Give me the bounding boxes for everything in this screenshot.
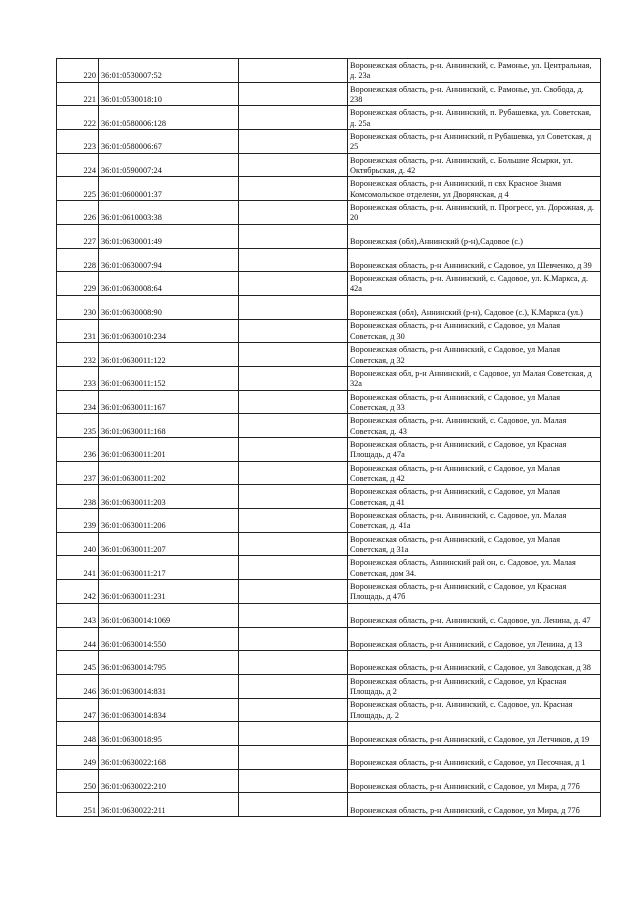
address-text: Воронежская область, р-н Аннинский, с Садовое, ул Красная Площадь, д 47а (350, 439, 567, 460)
table-row (57, 438, 601, 462)
address-cell (348, 295, 601, 319)
empty-cell (239, 651, 348, 675)
property-registry-table (56, 58, 601, 817)
empty-cell (239, 438, 348, 462)
empty-cell (239, 769, 348, 793)
address-text: Воронежская область, р-н. Аннинский, п. Прогресс, ул. Дорожная, д. 20 (350, 203, 594, 223)
cadastral-number: 36:01:0630008:90 (99, 295, 239, 319)
empty-cell (239, 130, 348, 154)
table-row (57, 509, 601, 533)
table-row (57, 319, 601, 343)
address-text: Воронежская область, р-н. Аннинский, с. Рамонье, ул. Центральная, д. 23а (350, 60, 592, 81)
empty-cell (239, 295, 348, 319)
cadastral-number: 36:01:0630022:210 (99, 769, 239, 793)
empty-cell (239, 390, 348, 414)
table-row (57, 59, 601, 83)
address-text: Воронежская область, р-н Аннинский, с Садовое, ул Красная Площадь, д 2 (350, 676, 567, 697)
address-cell (348, 366, 601, 390)
row-number: 225 (57, 177, 99, 201)
table-row (57, 651, 601, 675)
empty-cell (239, 532, 348, 556)
address-text: Воронежская область, р-н. Аннинский, с. Садовое, ул. К.Маркса, д. 42а (350, 274, 589, 294)
address-text: Воронежская область, р-н Аннинский, с Садовое, ул Летчиков, д 19 (350, 734, 590, 744)
cadastral-number: 36:01:0630014:795 (99, 651, 239, 675)
address-text: Воронежская область, р-н. Аннинский, с. Садовое, ул. Ленина, д. 47 (350, 616, 591, 626)
table-row (57, 485, 601, 509)
address-text: Воронежская область, р-н Аннинский, с Садовое, ул Малая Советская, д 33 (350, 392, 561, 412)
cadastral-number: 36:01:0630011:202 (99, 461, 239, 485)
address-text: Воронежская (обл), Аннинский (р-н), Садовое (с.), К.Маркса (ул.) (350, 308, 583, 318)
table-body (57, 59, 601, 817)
address-cell (348, 532, 601, 556)
cadastral-number: 36:01:0580006:67 (99, 130, 239, 154)
address-text: Воронежская область, р-н Аннинский, с Садовое, ул Малая Советская, д 31а (350, 534, 561, 555)
row-number: 242 (57, 580, 99, 604)
address-text: Воронежская область, р-н. Аннинский, с. Садовое, ул. Малая Советская, д. 43 (350, 416, 567, 436)
table-row (57, 153, 601, 177)
cadastral-number: 36:01:0630022:211 (99, 793, 239, 817)
empty-cell (239, 343, 348, 367)
table-row (57, 603, 601, 627)
address-text: Воронежская область, р-н Аннинский, с Садовое, ул Красная Площадь, д 47б (350, 582, 567, 602)
empty-cell (239, 248, 348, 272)
cadastral-number: 36:01:0630011:207 (99, 532, 239, 556)
table-row (57, 106, 601, 130)
row-number: 250 (57, 769, 99, 793)
address-cell (348, 793, 601, 817)
table-row (57, 698, 601, 722)
empty-cell (239, 627, 348, 651)
table-row (57, 414, 601, 438)
table-row (57, 793, 601, 817)
empty-cell (239, 722, 348, 746)
table-row (57, 556, 601, 580)
row-number: 222 (57, 106, 99, 130)
table-row (57, 674, 601, 698)
empty-cell (239, 59, 348, 83)
address-cell (348, 461, 601, 485)
empty-cell (239, 580, 348, 604)
table-row (57, 82, 601, 106)
empty-cell (239, 366, 348, 390)
address-cell (348, 745, 601, 769)
address-cell (348, 769, 601, 793)
row-number: 229 (57, 272, 99, 296)
row-number: 234 (57, 390, 99, 414)
row-number: 236 (57, 438, 99, 462)
empty-cell (239, 272, 348, 296)
address-text: Воронежская область, р-н Аннинский, п свх Красное Знамя Комсомольское отделени, ул Дворянская, д 4 (350, 179, 562, 199)
table-row (57, 745, 601, 769)
address-cell (348, 59, 601, 83)
row-number: 233 (57, 366, 99, 390)
row-number: 249 (57, 745, 99, 769)
address-text: Воронежская область, р-н. Аннинский, п. Рубашевка, ул. Советская, д. 25а (350, 108, 592, 128)
cadastral-number: 36:01:0580006:128 (99, 106, 239, 130)
table-row (57, 722, 601, 746)
cadastral-number: 36:01:0630011:152 (99, 366, 239, 390)
empty-cell (239, 177, 348, 201)
cadastral-number: 36:01:0530018:10 (99, 82, 239, 106)
address-text: Воронежская область, Аннинский рай он, с. Садовое, ул. Малая Советская, дом 34. (350, 558, 576, 578)
row-number: 220 (57, 59, 99, 83)
table-row (57, 390, 601, 414)
cadastral-number: 36:01:0630001:49 (99, 224, 239, 248)
cadastral-number: 36:01:0530007:52 (99, 59, 239, 83)
address-cell (348, 106, 601, 130)
cadastral-number: 36:01:0630018:95 (99, 722, 239, 746)
address-cell (348, 509, 601, 533)
row-number: 244 (57, 627, 99, 651)
table-row (57, 627, 601, 651)
cadastral-number: 36:01:0630011:167 (99, 390, 239, 414)
empty-cell (239, 603, 348, 627)
address-cell (348, 130, 601, 154)
cadastral-number: 36:01:0630014:1069 (99, 603, 239, 627)
address-cell (348, 272, 601, 296)
address-text: Воронежская область, р-н Аннинский, с Садовое, ул Ленина, д 13 (350, 639, 583, 649)
row-number: 228 (57, 248, 99, 272)
row-number: 227 (57, 224, 99, 248)
row-number: 251 (57, 793, 99, 817)
address-text: Воронежская область, р-н Аннинский, с Садовое, ул Песочная, д 1 (350, 758, 586, 768)
address-text: Воронежская область, р-н Аннинский, с Садовое, ул Шевченко, д 39 (350, 260, 592, 270)
address-cell (348, 153, 601, 177)
cadastral-number: 36:01:0630010:234 (99, 319, 239, 343)
address-cell (348, 580, 601, 604)
address-cell (348, 343, 601, 367)
cadastral-number: 36:01:0630011:217 (99, 556, 239, 580)
row-number: 241 (57, 556, 99, 580)
address-text: Воронежская обл, р-н Аннинский, с Садовое, ул Малая Советская, д 32а (350, 368, 592, 389)
row-number: 235 (57, 414, 99, 438)
table-row (57, 295, 601, 319)
row-number: 246 (57, 674, 99, 698)
row-number: 248 (57, 722, 99, 746)
empty-cell (239, 674, 348, 698)
address-text: Воронежская область, р-н Аннинский, с Садовое, ул Мира, д 77б (350, 805, 580, 815)
address-cell (348, 224, 601, 248)
address-text: Воронежская (обл),Аннинский (р-н),Садовое (с.) (350, 237, 523, 247)
empty-cell (239, 745, 348, 769)
cadastral-number: 36:01:0630011:168 (99, 414, 239, 438)
address-text: Воронежская область, р-н Аннинский, с Садовое, ул Малая Советская, д 32 (350, 345, 561, 365)
empty-cell (239, 153, 348, 177)
empty-cell (239, 201, 348, 225)
row-number: 226 (57, 201, 99, 225)
address-text: Воронежская область, р-н Аннинский, п Рубашевка, ул Советская, д 25 (350, 131, 592, 152)
empty-cell (239, 82, 348, 106)
row-number: 237 (57, 461, 99, 485)
table-row (57, 580, 601, 604)
row-number: 238 (57, 485, 99, 509)
address-cell (348, 485, 601, 509)
cadastral-number: 36:01:0630011:201 (99, 438, 239, 462)
row-number: 243 (57, 603, 99, 627)
address-cell (348, 248, 601, 272)
address-text: Воронежская область, р-н. Аннинский, с. Рамонье, ул. Свобода, д. 238 (350, 84, 584, 104)
address-cell (348, 82, 601, 106)
empty-cell (239, 793, 348, 817)
table-row (57, 532, 601, 556)
address-cell (348, 438, 601, 462)
cadastral-number: 36:01:0610003:38 (99, 201, 239, 225)
row-number: 247 (57, 698, 99, 722)
table-row (57, 177, 601, 201)
table-row (57, 461, 601, 485)
address-cell (348, 627, 601, 651)
empty-cell (239, 414, 348, 438)
address-text: Воронежская область, р-н Аннинский, с Садовое, ул Заводская, д 38 (350, 663, 591, 673)
cadastral-number: 36:01:0630011:203 (99, 485, 239, 509)
address-cell (348, 201, 601, 225)
cadastral-number: 36:01:0630014:831 (99, 674, 239, 698)
row-number: 231 (57, 319, 99, 343)
address-cell (348, 722, 601, 746)
table-row (57, 769, 601, 793)
address-cell (348, 698, 601, 722)
row-number: 224 (57, 153, 99, 177)
table-row (57, 224, 601, 248)
empty-cell (239, 224, 348, 248)
address-cell (348, 177, 601, 201)
cadastral-number: 36:01:0590007:24 (99, 153, 239, 177)
cadastral-number: 36:01:0630014:550 (99, 627, 239, 651)
address-cell (348, 319, 601, 343)
address-text: Воронежская область, р-н Аннинский, с Садовое, ул Малая Советская, д 41 (350, 487, 561, 507)
empty-cell (239, 461, 348, 485)
row-number: 230 (57, 295, 99, 319)
table-row (57, 248, 601, 272)
address-text: Воронежская область, р-н Аннинский, с Садовое, ул Малая Советская, д 42 (350, 463, 561, 483)
row-number: 221 (57, 82, 99, 106)
row-number: 239 (57, 509, 99, 533)
address-cell (348, 674, 601, 698)
row-number: 232 (57, 343, 99, 367)
address-cell (348, 651, 601, 675)
empty-cell (239, 556, 348, 580)
address-text: Воронежская область, р-н. Аннинский, с. Большие Ясырки, ул. Октябрьская, д. 42 (350, 155, 573, 176)
cadastral-number: 36:01:0630007:94 (99, 248, 239, 272)
cadastral-number: 36:01:0630014:834 (99, 698, 239, 722)
table-row (57, 366, 601, 390)
address-text: Воронежская область, р-н. Аннинский, с. Садовое, ул. Малая Советская, д. 41а (350, 510, 567, 531)
empty-cell (239, 509, 348, 533)
table-row (57, 201, 601, 225)
address-cell (348, 556, 601, 580)
table-row (57, 130, 601, 154)
address-text: Воронежская область, р-н Аннинский, с Садовое, ул Мира, д 77б (350, 781, 580, 791)
address-cell (348, 603, 601, 627)
cadastral-number: 36:01:0600001:37 (99, 177, 239, 201)
table-row (57, 343, 601, 367)
empty-cell (239, 485, 348, 509)
cadastral-number: 36:01:0630011:122 (99, 343, 239, 367)
cadastral-number: 36:01:0630022:168 (99, 745, 239, 769)
address-cell (348, 390, 601, 414)
row-number: 245 (57, 651, 99, 675)
table-row (57, 272, 601, 296)
address-text: Воронежская область, р-н. Аннинский, с. Садовое, ул. Красная Площадь, д. 2 (350, 700, 573, 720)
empty-cell (239, 698, 348, 722)
row-number: 240 (57, 532, 99, 556)
cadastral-number: 36:01:0630011:206 (99, 509, 239, 533)
empty-cell (239, 319, 348, 343)
row-number: 223 (57, 130, 99, 154)
cadastral-number: 36:01:0630011:231 (99, 580, 239, 604)
address-text: Воронежская область, р-н Аннинский, с Садовое, ул Малая Советская, д 30 (350, 321, 561, 341)
address-cell (348, 414, 601, 438)
cadastral-number: 36:01:0630008:64 (99, 272, 239, 296)
empty-cell (239, 106, 348, 130)
